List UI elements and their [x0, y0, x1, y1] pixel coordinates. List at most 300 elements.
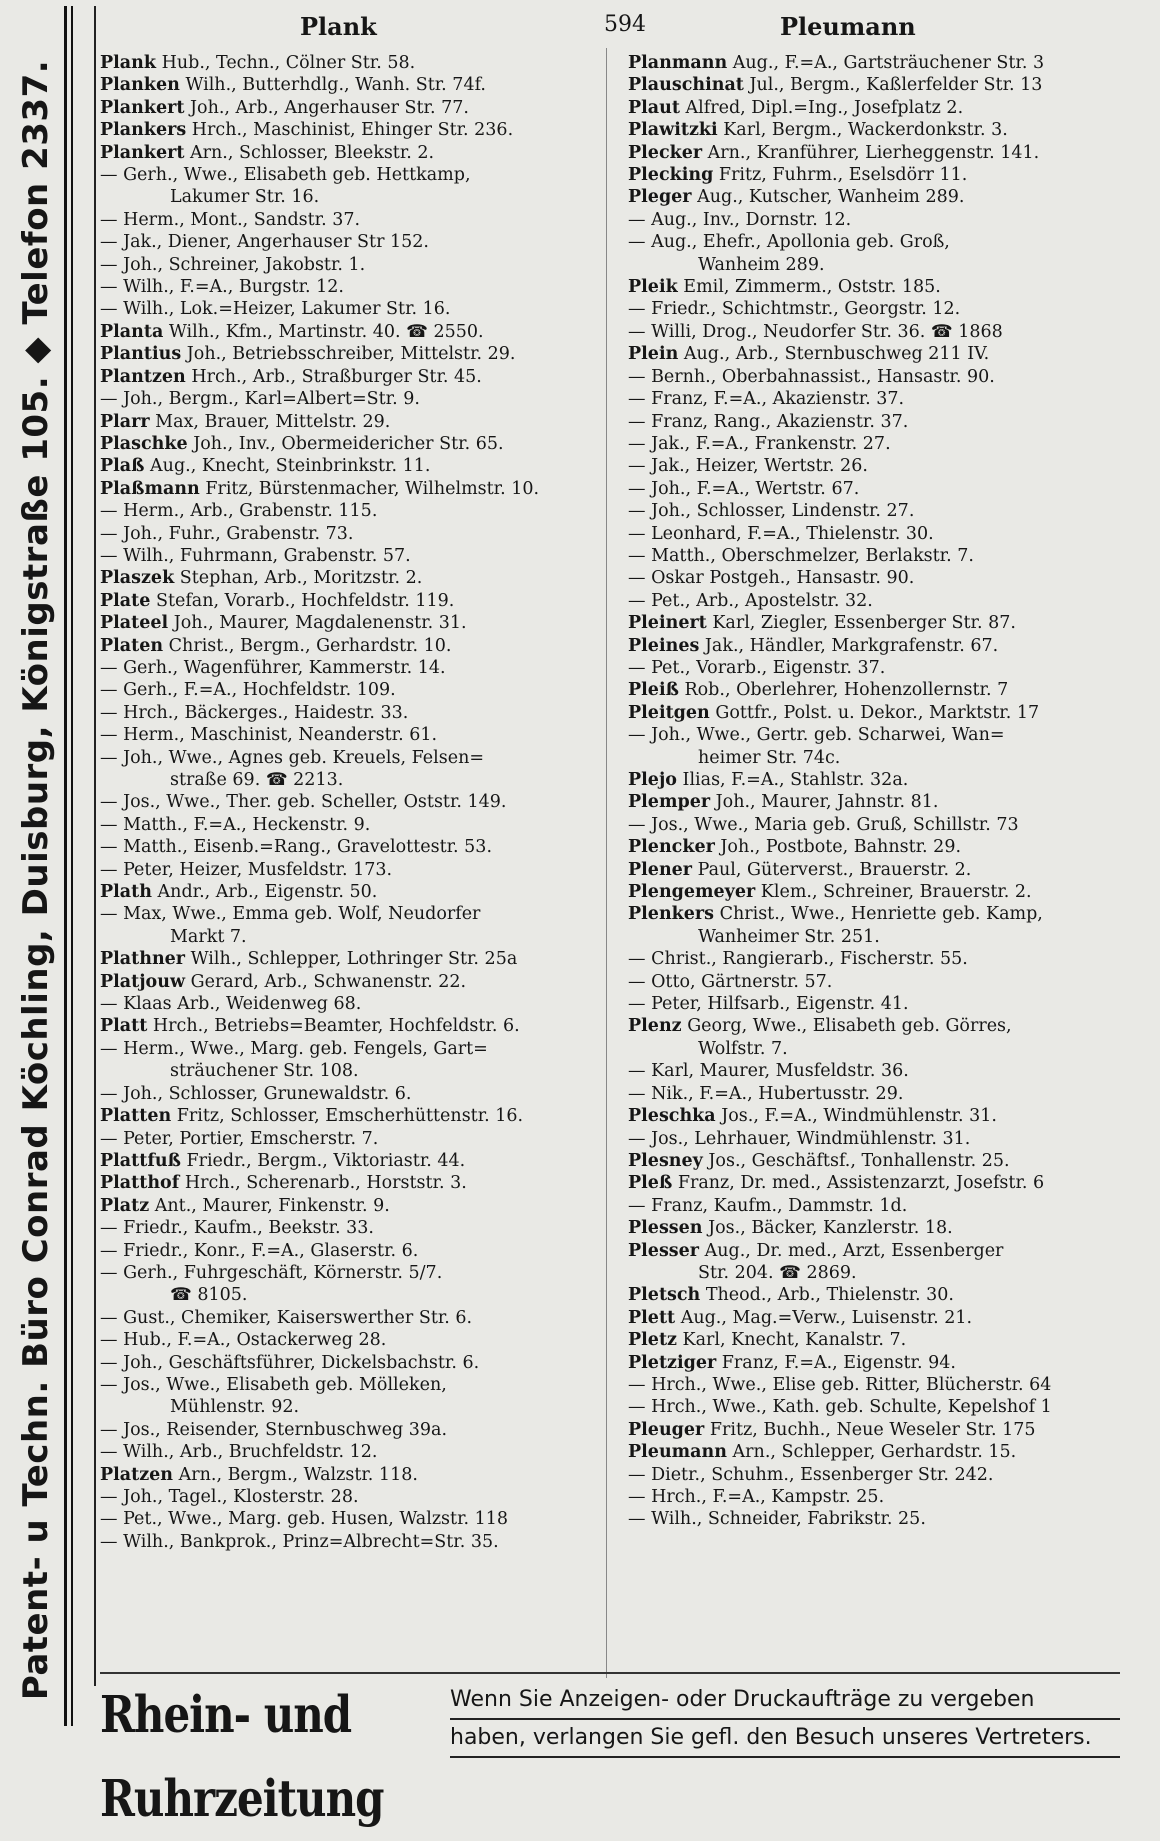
entry-details: — Joh., Schreiner, Jakobstr. 1. [100, 254, 366, 275]
entry-surname: Plesney [628, 1150, 703, 1171]
entry-details: Joh., Arb., Angerhauser Str. 77. [190, 97, 469, 118]
directory-entry [100, 97, 600, 119]
directory-entry [628, 1195, 1144, 1217]
entry-surname: Plawitzki [628, 120, 718, 141]
directory-entry [100, 209, 600, 231]
entry-details: Aug., Kutscher, Wanheim 289. [697, 187, 965, 208]
entry-details: — Herm., Wwe., Marg. geb. Fengels, Gart= [100, 1038, 488, 1059]
entry-details: Wolfstr. 7. [698, 1038, 788, 1059]
directory-entry [100, 612, 600, 634]
entry-details: — Joh., Schlosser, Lindenstr. 27. [628, 501, 915, 522]
entry-surname: Planken [100, 75, 180, 96]
entry-details: — Joh., Tagel., Klosterstr. 28. [100, 1487, 359, 1507]
entry-details: — Gerh., Wagenführer, Kammerstr. 14. [100, 657, 446, 678]
entry-surname: Pletziger [628, 1352, 717, 1373]
directory-entry [100, 791, 600, 813]
entry-surname: Pleger [628, 187, 692, 208]
entry-details: Aug., Arb., Sternbuschweg 211 IV. [683, 344, 990, 365]
entry-details: Hub., Techn., Cölner Str. 58. [161, 53, 416, 73]
directory-entry [100, 724, 600, 746]
entry-surname: Planta [100, 321, 164, 342]
entry-details: — Jos., Lehrhauer, Windmühlenstr. 31. [628, 1128, 971, 1149]
directory-entry [100, 1262, 600, 1284]
directory-entry [628, 1374, 1144, 1396]
entry-surname: Plenz [628, 1016, 682, 1037]
entry-details: — Matth., F.=A., Heckenstr. 9. [100, 814, 371, 835]
entry-surname: Plantius [100, 344, 182, 365]
sidebar-advertisement: Patent- u Techn. Büro Conrad Köchling, Duisburg, Königstraße 105. ◆ Telefon 2337. [16, 59, 56, 1701]
entry-details: Stephan, Arb., Moritzstr. 2. [179, 568, 423, 589]
directory-entry [628, 769, 1144, 791]
entry-surname: Plejo [628, 770, 677, 790]
directory-entry [100, 164, 600, 186]
entry-surname: Platzen [100, 1464, 174, 1485]
entry-details: — Hrch., F.=A., Kampstr. 25. [628, 1487, 885, 1507]
entry-details: Rob., Oberlehrer, Hohenzollernstr. 7 [684, 680, 1009, 701]
directory-entry [628, 567, 1144, 589]
entry-details: Paul, Güterverst., Brauerstr. 2. [697, 859, 972, 880]
entry-details: — Friedr., Konr., F.=A., Glaserstr. 6. [100, 1240, 419, 1261]
entry-surname: Plath [100, 882, 152, 903]
entry-details: Karl, Bergm., Wackerdonkstr. 3. [723, 120, 1008, 141]
directory-entry [628, 411, 1144, 433]
directory-entry [628, 1419, 1144, 1441]
entry-details: Klem., Schreiner, Brauerstr. 2. [760, 882, 1032, 903]
directory-entry [100, 814, 600, 836]
entry-details: — Willi, Drog., Neudorfer Str. 36. ☎ 1868 [628, 321, 1003, 342]
entry-details: — Matth., Oberschmelzer, Berlakstr. 7. [628, 545, 974, 566]
entry-details: Theod., Arb., Thielenstr. 30. [705, 1285, 954, 1306]
directory-entry [628, 388, 1144, 410]
entry-surname: Pleitgen [628, 702, 710, 723]
entry-details: — Franz, Rang., Akazienstr. 37. [628, 411, 909, 432]
ad-line-2: haben, verlangen Sie gefl. den Besuch unseres Vertreters. [450, 1720, 1120, 1758]
directory-entry [628, 926, 1144, 948]
directory-entry [628, 523, 1144, 545]
entry-surname: Plessen [628, 1218, 703, 1239]
entry-details: Wilh., Kfm., Martinstr. 40. ☎ 2550. [168, 321, 484, 342]
directory-entry [100, 52, 600, 74]
entry-surname: Plantzen [100, 366, 186, 387]
entry-details: — Friedr., Schichtmstr., Georgstr. 12. [628, 299, 961, 320]
directory-entry [628, 1083, 1144, 1105]
entry-surname: Platthof [100, 1173, 180, 1194]
entry-details: — Nik., F.=A., Hubertusstr. 29. [628, 1083, 904, 1104]
entry-details: Hrch., Betriebs=Beamter, Hochfeldstr. 6. [152, 1016, 520, 1037]
directory-entry [100, 567, 600, 589]
entry-details: — Gust., Chemiker, Kaiserswerther Str. 6. [100, 1307, 473, 1328]
directory-entry [100, 1172, 600, 1194]
directory-entry [628, 1284, 1144, 1306]
entry-surname: Plett [628, 1307, 676, 1328]
page-number: 594 [604, 12, 646, 37]
directory-entry [628, 791, 1144, 813]
directory-entry [100, 388, 600, 410]
directory-entry [628, 993, 1144, 1015]
entry-surname: Plein [628, 344, 679, 365]
entry-surname: Plesser [628, 1240, 699, 1261]
left-column [100, 52, 600, 1553]
directory-entry [628, 343, 1144, 365]
entry-details: — Pet., Arb., Apostelstr. 32. [628, 590, 873, 611]
margin-rule [64, 6, 73, 1726]
directory-entry [628, 1240, 1144, 1262]
entry-surname: Pleschka [628, 1106, 716, 1127]
entry-details: Arn., Schlosser, Bleekstr. 2. [190, 142, 435, 163]
entry-details: — Joh., Geschäftsführer, Dickelsbachstr. 6. [100, 1352, 480, 1373]
entry-details: Christ., Bergm., Gerhardstr. 10. [168, 635, 452, 656]
directory-entry [628, 1105, 1144, 1127]
directory-entry [628, 276, 1144, 298]
entry-details: — Peter, Hilfsarb., Eigenstr. 41. [628, 994, 909, 1015]
entry-details: — Jak., Heizer, Wertstr. 26. [628, 456, 868, 477]
directory-entry [628, 500, 1144, 522]
directory-entry [100, 1240, 600, 1262]
entry-details: ☎ 8105. [170, 1285, 248, 1306]
directory-entry [628, 545, 1144, 567]
entry-details: Wanheimer Str. 251. [698, 926, 880, 947]
entry-surname: Plaschke [100, 433, 188, 454]
directory-entry [100, 1419, 600, 1441]
directory-entry [628, 724, 1144, 746]
directory-entry [100, 702, 600, 724]
right-column [628, 52, 1144, 1531]
directory-entry [100, 1531, 600, 1553]
entry-surname: Pletsch [628, 1285, 701, 1306]
directory-entry [628, 209, 1144, 231]
directory-entry [100, 186, 600, 208]
directory-entry [100, 1150, 600, 1172]
entry-details: — Gerh., F.=A., Hochfeldstr. 109. [100, 680, 396, 701]
directory-entry [100, 679, 600, 701]
entry-details: — Hrch., Wwe., Kath. geb. Schulte, Kepelshof 1 [628, 1397, 1052, 1418]
entry-details: Wilh., Schlepper, Lothringer Str. 25a [190, 949, 518, 970]
entry-details: — Jak., Diener, Angerhauser Str 152. [100, 232, 429, 253]
directory-entry [100, 231, 600, 253]
directory-entry [100, 455, 600, 477]
entry-details: Emil, Zimmerm., Oststr. 185. [683, 277, 941, 298]
entry-surname: Plenkers [628, 904, 714, 925]
entry-details: Joh., Inv., Obermeidericher Str. 65. [193, 433, 504, 454]
entry-details: — Franz, F.=A., Akazienstr. 37. [628, 389, 905, 410]
directory-entry [628, 1396, 1144, 1418]
directory-entry [628, 366, 1144, 388]
entry-details: Fritz, Bürstenmacher, Wilhelmstr. 10. [205, 478, 540, 499]
entry-details: — Dietr., Schuhm., Essenberger Str. 242. [628, 1464, 994, 1485]
entry-details: — Otto, Gärtnerstr. 57. [628, 971, 833, 992]
entry-details: — Peter, Portier, Emscherstr. 7. [100, 1128, 379, 1149]
entry-details: Fritz, Fuhrm., Eselsdörr 11. [718, 165, 968, 186]
entry-surname: Pleiß [628, 680, 679, 701]
entry-details: Karl, Ziegler, Essenberger Str. 87. [712, 613, 1016, 634]
entry-details: — Jos., Wwe., Elisabeth geb. Mölleken, [100, 1374, 447, 1395]
entry-details: Aug., F.=A., Gartsträuchener Str. 3 [732, 53, 1045, 73]
entry-details: — Jos., Wwe., Ther. geb. Scheller, Oststr. 149. [100, 792, 507, 813]
directory-entry [100, 1128, 600, 1150]
directory-entry [628, 612, 1144, 634]
directory-entry [628, 1038, 1144, 1060]
entry-details: Jak., Händler, Markgrafenstr. 67. [704, 635, 999, 656]
entry-details: Joh., Betriebsschreiber, Mittelstr. 29. [186, 344, 516, 365]
entry-details: Friedr., Bergm., Viktoriastr. 44. [186, 1150, 466, 1171]
entry-details: — Joh., Wwe., Gertr. geb. Scharwei, Wan= [628, 725, 1005, 746]
entry-details: heimer Str. 74c. [698, 747, 841, 768]
ad-line-1: Wenn Sie Anzeigen- oder Druckaufträge zu vergeben [450, 1682, 1120, 1720]
entry-details: Karl, Knecht, Kanalstr. 7. [682, 1330, 907, 1351]
entry-details: — Joh., F.=A., Wertstr. 67. [628, 478, 860, 499]
entry-details: Fritz, Buchh., Neue Weseler Str. 175 [709, 1419, 1036, 1440]
entry-details: — Jos., Wwe., Maria geb. Gruß, Schillstr. 73 [628, 814, 1019, 835]
directory-entry [100, 635, 600, 657]
column-divider [606, 48, 607, 1678]
entry-details: — Gerh., Fuhrgeschäft, Körnerstr. 5/7. [100, 1262, 443, 1283]
directory-entry [628, 433, 1144, 455]
directory-entry [100, 545, 600, 567]
entry-surname: Platjouw [100, 971, 186, 992]
entry-details: Arn., Kranführer, Lierheggenstr. 141. [707, 142, 1040, 163]
entry-surname: Plaut [628, 97, 680, 118]
directory-entry [628, 1329, 1144, 1351]
directory-entry [628, 1128, 1144, 1150]
directory-entry [628, 321, 1144, 343]
entry-details: Arn., Schlepper, Gerhardstr. 15. [732, 1442, 1017, 1463]
entry-surname: Plank [100, 53, 156, 73]
entry-details: Jos., F.=A., Windmühlenstr. 31. [721, 1106, 997, 1127]
entry-details: — Pet., Vorarb., Eigenstr. 37. [628, 657, 886, 678]
entry-details: — Aug., Inv., Dornstr. 12. [628, 209, 852, 230]
entry-details: Markt 7. [170, 926, 247, 947]
entry-details: Ant., Maurer, Finkenstr. 9. [154, 1195, 390, 1216]
entry-surname: Plankert [100, 97, 185, 118]
directory-entry [100, 836, 600, 858]
entry-surname: Plathner [100, 949, 186, 970]
entry-details: Wilh., Butterhdlg., Wanh. Str. 74f. [185, 75, 486, 96]
entry-details: Max, Brauer, Mittelstr. 29. [155, 411, 391, 432]
entry-surname: Platz [100, 1195, 150, 1216]
entry-details: — Wilh., Schneider, Fabrikstr. 25. [628, 1509, 926, 1530]
entry-surname: Plencker [628, 837, 715, 858]
entry-details: — Gerh., Wwe., Elisabeth geb. Hettkamp, [100, 165, 471, 186]
directory-entry [100, 1441, 600, 1463]
entry-surname: Plauschinat [628, 75, 744, 96]
entry-surname: Platt [100, 1016, 148, 1037]
directory-entry [100, 1083, 600, 1105]
entry-details: — Wilh., Lok.=Heizer, Lakumer Str. 16. [100, 299, 451, 320]
directory-entry [100, 1464, 600, 1486]
entry-surname: Plener [628, 859, 693, 880]
directory-entry [628, 859, 1144, 881]
entry-details: Aug., Knecht, Steinbrinkstr. 11. [150, 456, 431, 477]
directory-entry [100, 366, 600, 388]
entry-details: Joh., Postbote, Bahnstr. 29. [720, 837, 962, 858]
directory-entry [100, 298, 600, 320]
entry-surname: Pleinert [628, 613, 707, 634]
directory-entry [628, 1172, 1144, 1194]
directory-entry [628, 971, 1144, 993]
entry-details: — Leonhard, F.=A., Thielenstr. 30. [628, 523, 934, 544]
entry-details: Aug., Dr. med., Arzt, Essenberger [704, 1240, 1004, 1261]
directory-entry [628, 478, 1144, 500]
directory-entry [628, 903, 1144, 925]
entry-details: — Jak., F.=A., Frankenstr. 27. [628, 433, 891, 454]
directory-entry [628, 747, 1144, 769]
entry-surname: Plankert [100, 142, 185, 163]
entry-details: Hrch., Scherenarb., Horststr. 3. [184, 1173, 467, 1194]
entry-details: straße 69. ☎ 2213. [170, 770, 344, 790]
entry-details: Alfred, Dipl.=Ing., Josefplatz 2. [685, 97, 964, 118]
directory-entry [100, 500, 600, 522]
ad-box [450, 1682, 1120, 1762]
directory-entry [628, 814, 1144, 836]
entry-surname: Plaß [100, 456, 145, 477]
entry-details: sträuchener Str. 108. [170, 1061, 359, 1082]
directory-entry [100, 971, 600, 993]
entry-details: — Joh., Wwe., Agnes geb. Kreuels, Felsen= [100, 747, 485, 768]
entry-surname: Plankers [100, 120, 187, 141]
directory-entry [628, 1262, 1144, 1284]
entry-surname: Pleumann [628, 1442, 727, 1463]
directory-entry [628, 1307, 1144, 1329]
directory-entry [100, 747, 600, 769]
directory-entry [100, 276, 600, 298]
entry-details: Aug., Mag.=Verw., Luisenstr. 21. [680, 1307, 973, 1328]
directory-entry [100, 1486, 600, 1508]
directory-entry [100, 859, 600, 881]
entry-details: Mühlenstr. 92. [170, 1397, 300, 1418]
entry-details: — Hub., F.=A., Ostackerweg 28. [100, 1330, 387, 1351]
directory-entry [628, 948, 1144, 970]
entry-details: Joh., Maurer, Magdalenenstr. 31. [173, 613, 467, 634]
entry-details: Wanheim 289. [698, 254, 825, 275]
directory-entry [628, 590, 1144, 612]
entry-details: — Karl, Maurer, Musfeldstr. 36. [628, 1061, 909, 1082]
entry-surname: Plecker [628, 142, 703, 163]
directory-entry [100, 1508, 600, 1530]
entry-surname: Plengemeyer [628, 882, 756, 903]
entry-details: — Wilh., Bankprok., Prinz=Albrecht=Str. 35. [100, 1531, 499, 1552]
directory-entry [628, 119, 1144, 141]
directory-entry [100, 1217, 600, 1239]
entry-details: — Wilh., Arb., Bruchfeldstr. 12. [100, 1442, 378, 1463]
directory-entry [100, 433, 600, 455]
directory-entry [628, 142, 1144, 164]
directory-entry [100, 657, 600, 679]
directory-entry [100, 74, 600, 96]
directory-entry [100, 1195, 600, 1217]
directory-entry [628, 254, 1144, 276]
directory-entry [628, 635, 1144, 657]
directory-entry [628, 1464, 1144, 1486]
directory-entry [100, 948, 600, 970]
entry-surname: Pleuger [628, 1419, 705, 1440]
footer-advertisement [100, 1672, 1120, 1828]
directory-entry [100, 321, 600, 343]
directory-entry [628, 164, 1144, 186]
entry-surname: Pleines [628, 635, 700, 656]
directory-entry [100, 1015, 600, 1037]
entry-details: — Peter, Heizer, Musfeldstr. 173. [100, 859, 393, 880]
entry-details: — Joh., Schlosser, Grunewaldstr. 6. [100, 1083, 412, 1104]
directory-entry [628, 657, 1144, 679]
directory-entry [628, 1150, 1144, 1172]
directory-entry [628, 1352, 1144, 1374]
entry-details: — Friedr., Kaufm., Beekstr. 33. [100, 1218, 374, 1239]
entry-details: Lakumer Str. 16. [170, 187, 320, 208]
directory-entry [100, 478, 600, 500]
directory-entry [100, 881, 600, 903]
entry-details: — Bernh., Oberbahnassist., Hansastr. 90. [628, 366, 995, 387]
directory-entry [100, 523, 600, 545]
directory-entry [100, 411, 600, 433]
directory-entry [628, 298, 1144, 320]
directory-entry [100, 1374, 600, 1396]
entry-details: Franz, F.=A., Eigenstr. 94. [721, 1352, 956, 1373]
entry-details: Jul., Bergm., Kaßlerfelder Str. 13 [749, 75, 1043, 96]
entry-details: Andr., Arb., Eigenstr. 50. [157, 882, 378, 903]
header-right-title: Pleumann [780, 12, 916, 41]
entry-details: — Max, Wwe., Emma geb. Wolf, Neudorfer [100, 904, 481, 925]
entry-surname: Plaszek [100, 568, 175, 589]
entry-surname: Plattfuß [100, 1150, 181, 1171]
directory-entry [100, 1060, 600, 1082]
directory-entry [100, 254, 600, 276]
entry-details: — Pet., Wwe., Marg. geb. Husen, Walzstr. 118 [100, 1509, 509, 1530]
entry-details: Stefan, Vorarb., Hochfeldstr. 119. [155, 590, 455, 611]
directory-entry [100, 119, 600, 141]
entry-surname: Plate [100, 590, 151, 611]
entry-details: Hrch., Arb., Straßburger Str. 45. [191, 366, 482, 387]
directory-entry [100, 769, 600, 791]
entry-details: Franz, Dr. med., Assistenzarzt, Josefstr. 6 [677, 1173, 1045, 1194]
entry-details: — Christ., Rangierarb., Fischerstr. 55. [628, 949, 968, 970]
directory-entry [100, 1038, 600, 1060]
directory-entry [100, 1284, 600, 1306]
entry-details: — Hrch., Bäckerges., Haidestr. 33. [100, 702, 409, 723]
entry-details: — Klaas Arb., Weidenweg 68. [100, 994, 362, 1015]
entry-details: Ilias, F.=A., Stahlstr. 32a. [682, 770, 909, 790]
entry-details: Str. 204. ☎ 2869. [698, 1262, 857, 1283]
directory-entry [100, 590, 600, 612]
directory-entry [100, 1105, 600, 1127]
directory-entry [628, 455, 1144, 477]
header-left-title: Plank [300, 12, 377, 41]
directory-entry [628, 1060, 1144, 1082]
directory-entry [100, 343, 600, 365]
entry-surname: Plaßmann [100, 478, 200, 499]
entry-surname: Pleß [628, 1173, 673, 1194]
entry-details: — Joh., Bergm., Karl=Albert=Str. 9. [100, 389, 420, 410]
entry-details: — Herm., Maschinist, Neanderstr. 61. [100, 725, 438, 746]
entry-details: — Wilh., Fuhrmann, Grabenstr. 57. [100, 545, 411, 566]
entry-details: — Aug., Ehefr., Apollonia geb. Groß, [628, 232, 950, 253]
entry-surname: Planmann [628, 53, 728, 73]
directory-entry [100, 1396, 600, 1418]
directory-entry [628, 679, 1144, 701]
entry-details: — Hrch., Wwe., Elise geb. Ritter, Blücherstr. 64 [628, 1374, 1052, 1395]
entry-surname: Platen [100, 635, 164, 656]
entry-details: Fritz, Schlosser, Emscherhüttenstr. 16. [176, 1106, 524, 1127]
directory-entry [628, 186, 1144, 208]
entry-surname: Pletz [628, 1330, 677, 1351]
directory-entry [100, 993, 600, 1015]
entry-details: Georg, Wwe., Elisabeth geb. Görres, [687, 1016, 1012, 1037]
entry-details: Joh., Maurer, Jahnstr. 81. [715, 792, 939, 813]
directory-entry [628, 881, 1144, 903]
entry-details: Gerard, Arb., Schwanenstr. 22. [190, 971, 467, 992]
entry-surname: Plecking [628, 165, 714, 186]
entry-surname: Plateel [100, 613, 169, 634]
directory-entry [100, 142, 600, 164]
